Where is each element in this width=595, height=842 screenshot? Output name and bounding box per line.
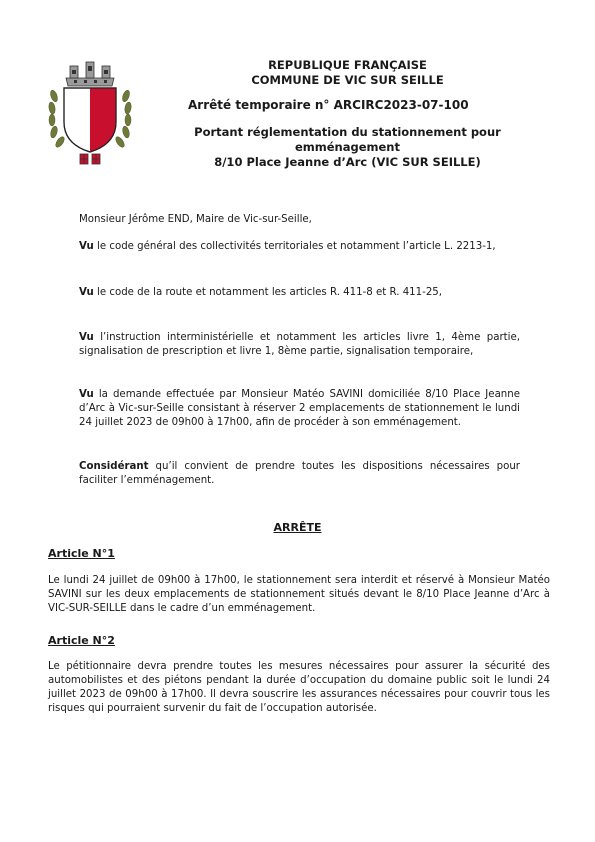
arrete-subject	[150, 125, 545, 170]
arrete-number: Arrêté temporaire n° ARCIRC2023-07-100	[188, 98, 469, 112]
article-1-title: Article N°1	[48, 547, 115, 560]
vu-text: le code général des collectivités territoriales et notamment l’article L. 2213-1,	[93, 241, 496, 252]
vu-paragraph	[79, 286, 520, 300]
vu-text: le code de la route et notamment les articles R. 411-8 et R. 411-25,	[93, 287, 443, 298]
vu-text: la demande effectuée par Monsieur Matéo SAVINI domiciliée 8/10 Place Jeanne d’Arc à Vic-sur-Seille consistant à réserver 2 emplacements de stationnement le lundi 24 juillet 2023 de 09h00 à 17h00, afin de procéder à son emménagement.	[79, 389, 520, 428]
vu-label: Vu	[79, 241, 94, 252]
considerant-label: Considérant	[79, 461, 149, 472]
republic-heading: REPUBLIQUE FRANÇAISE	[268, 58, 427, 72]
coat-of-arms-icon	[44, 56, 136, 168]
vu-label: Vu	[79, 287, 94, 298]
article-2-title: Article N°2	[48, 634, 115, 647]
intro-paragraph: Monsieur Jérôme END, Maire de Vic-sur-Seille,	[79, 214, 312, 225]
considerant-paragraph	[79, 460, 520, 488]
considerant-text: qu’il convient de prendre toutes les dispositions nécessaires pour faciliter l’emménagement.	[79, 461, 520, 486]
arrete-heading: ARRÊTE	[273, 521, 322, 534]
commune-heading: COMMUNE DE VIC SUR SEILLE	[251, 73, 444, 87]
article-1-text: Le lundi 24 juillet de 09h00 à 17h00, le stationnement sera interdit et réservé à Monsieur Matéo SAVINI sur les deux emplacements de stationnement situés devant le 8/10 Place Jeanne d’Arc à VIC-SUR-SEILLE dans le cadre d’un emménagement.	[48, 575, 550, 614]
vu-label: Vu	[79, 389, 94, 400]
vu-paragraph	[79, 388, 520, 430]
subject-line: Portant réglementation du stationnement pour	[194, 125, 501, 139]
article-2-text: Le pétitionnaire devra prendre toutes les mesures nécessaires pour assurer la sécurité des automobilistes et des piétons pendant la durée d’occupation du domaine public soit le lundi 24 juillet 2023 de 09h00 à 17h00. Il devra souscrire les assurances nécessaires pour couvrir tous les risques qui pourraient survenir du fait de l’occupation autorisée.	[48, 661, 550, 714]
vu-label: Vu	[79, 332, 94, 343]
subject-line: 8/10 Place Jeanne d’Arc (VIC SUR SEILLE)	[214, 155, 481, 169]
vu-paragraph	[79, 240, 520, 254]
vu-text: l’instruction interministérielle et notamment les articles livre 1, 4ème partie, signalisation de prescription et livre 1, 8ème partie, signalisation temporaire,	[79, 332, 520, 357]
vu-paragraph	[79, 331, 520, 359]
subject-line: emménagement	[294, 140, 400, 154]
